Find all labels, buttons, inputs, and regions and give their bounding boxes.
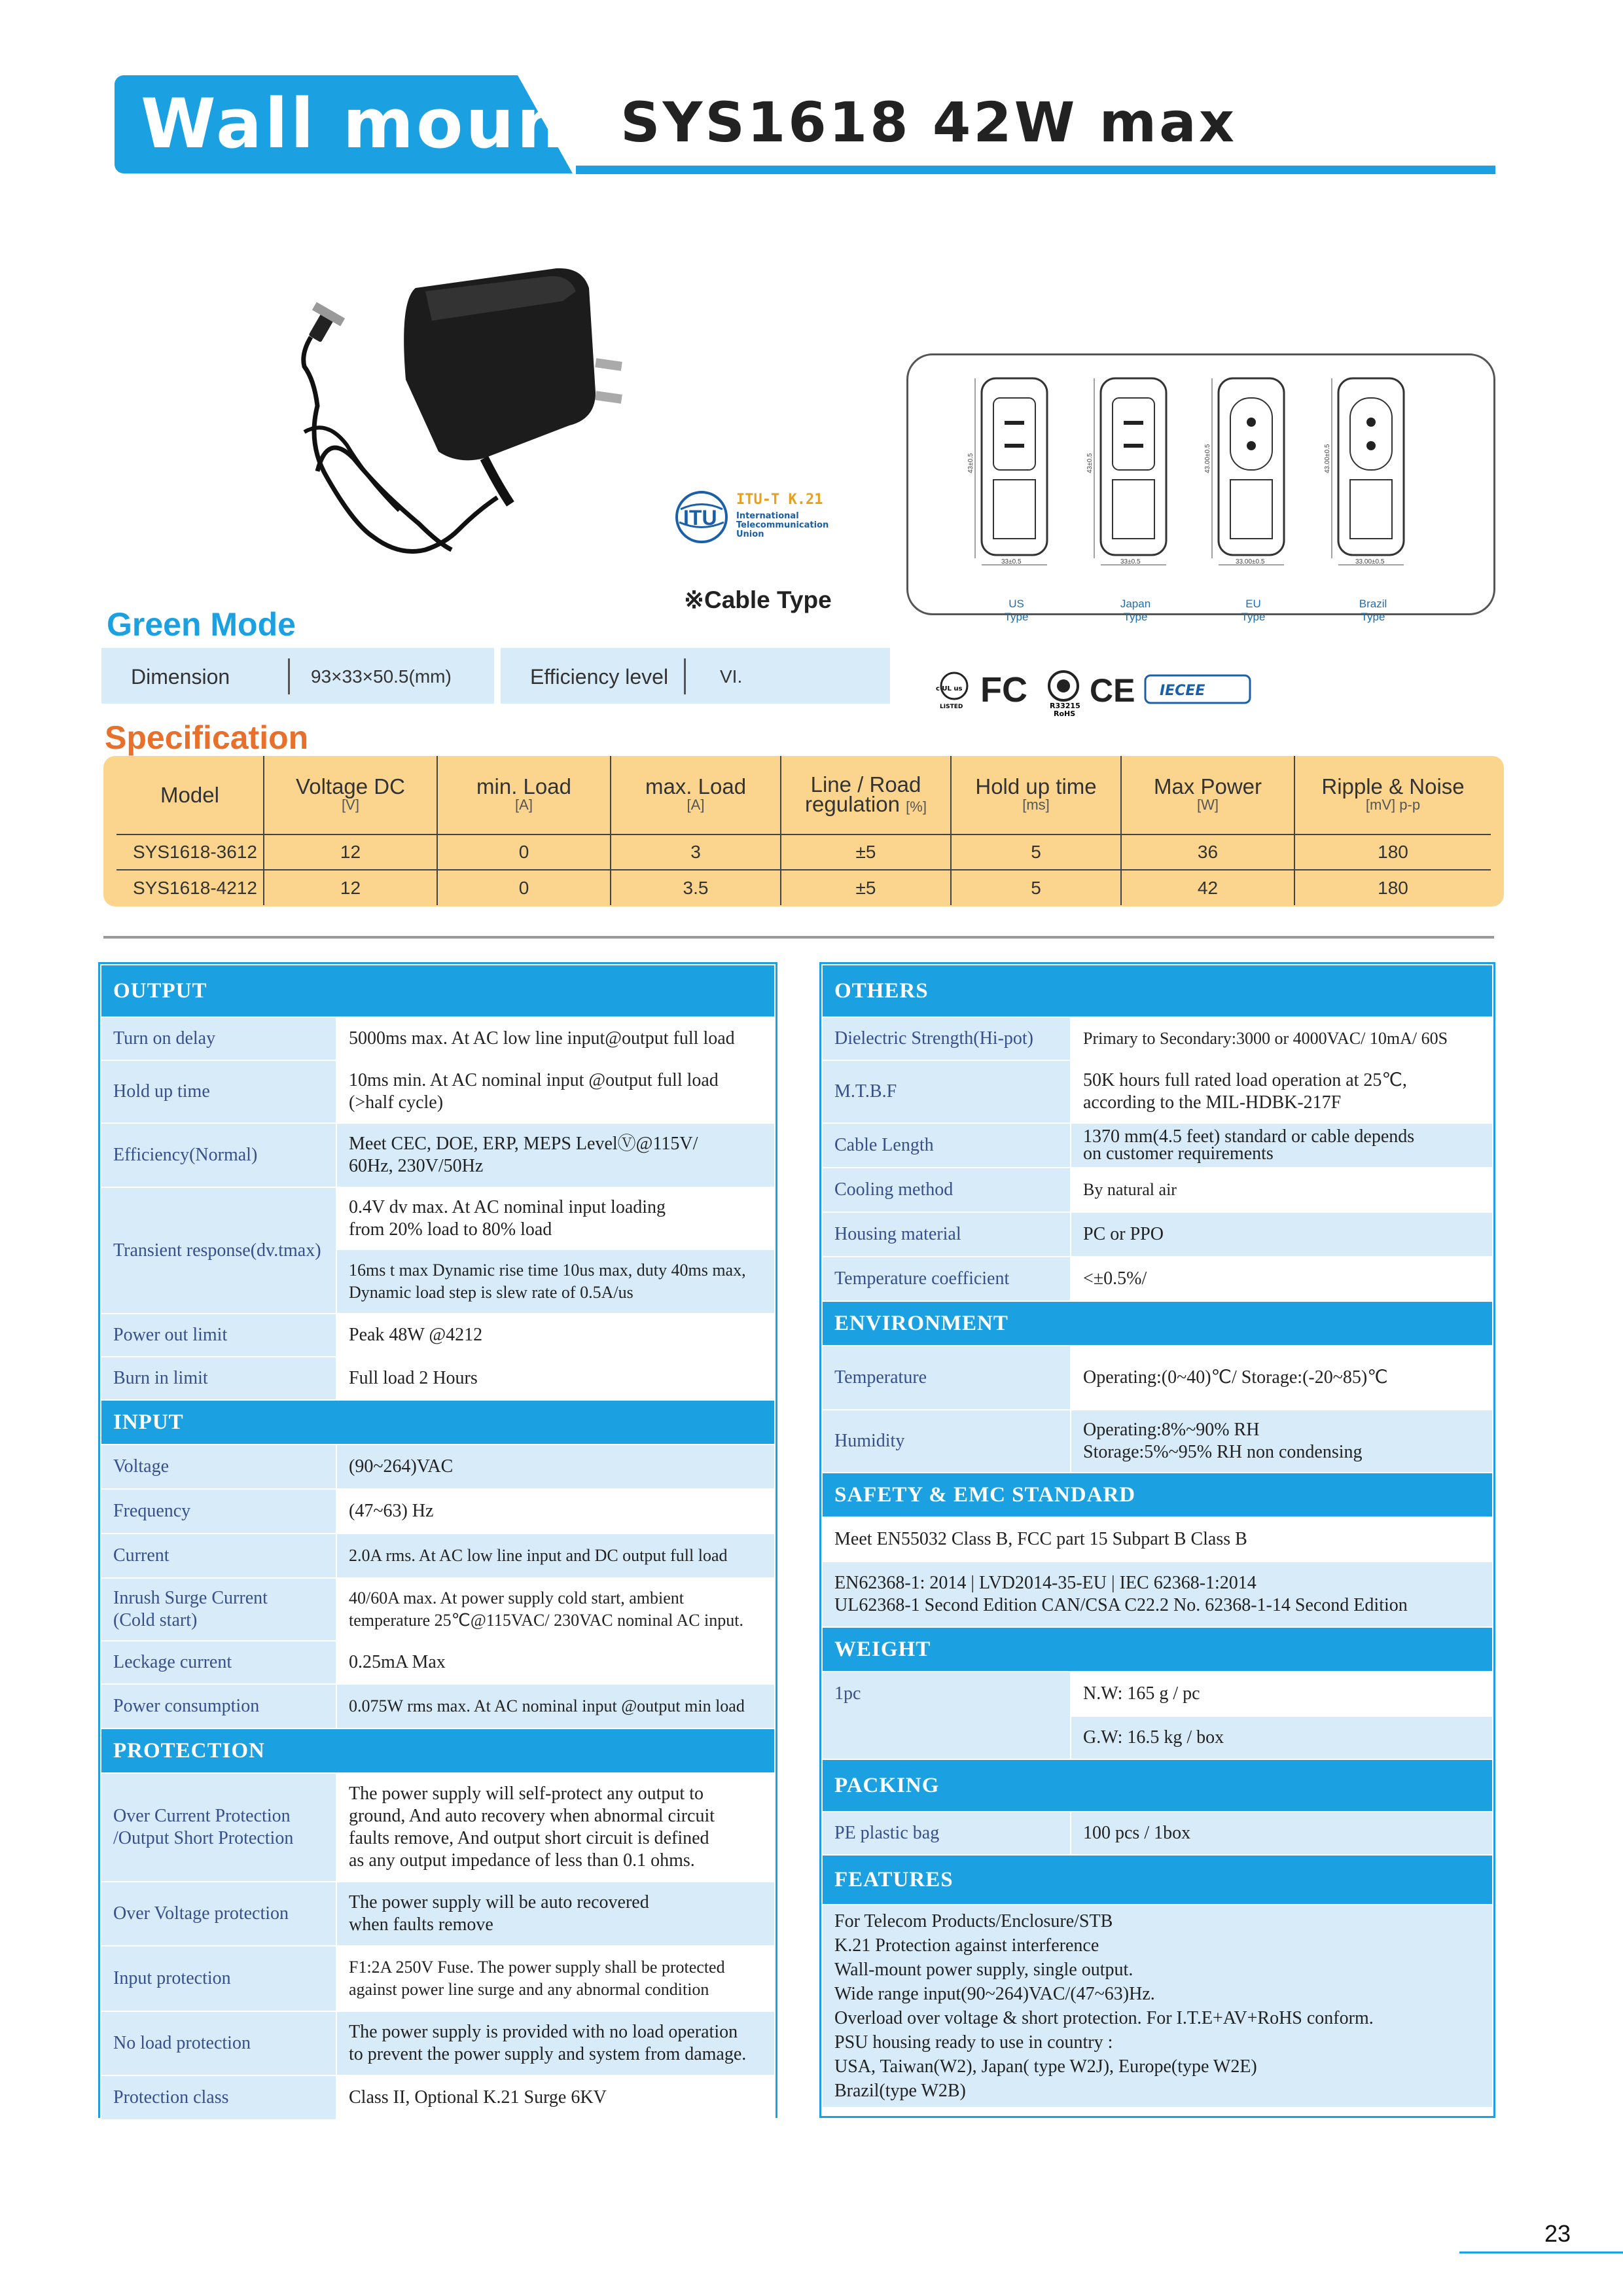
green-mode-title: Green Mode (107, 606, 296, 643)
plug-brazil (1324, 375, 1422, 623)
efficiency-value: VI. (720, 666, 743, 687)
table-row: Over Voltage protection The power supply will be auto recovered when faults remove (101, 1882, 775, 1946)
right-spec-panel (819, 962, 1495, 2118)
header-min-load: min. Load [A] (437, 756, 611, 834)
ce-logo: CE (1090, 672, 1135, 709)
feature-item: Brazil(type W2B) (834, 2081, 966, 2101)
table-row: Leckage current 0.25mA Max (101, 1641, 775, 1684)
svg-text:33.00±0.5: 33.00±0.5 (1236, 558, 1265, 565)
header-voltage: Voltage DC [V] (264, 756, 437, 834)
input-section-title: INPUT (101, 1400, 775, 1444)
feature-item: PSU housing ready to use in country : (834, 2032, 1113, 2053)
packing-section-title: PACKING (822, 1759, 1493, 1812)
table-row: Protection class Class II, Optional K.21 Surge 6KV (101, 2075, 775, 2120)
eu-plug-drawing (1204, 375, 1302, 571)
plug-us-label: US Type (1004, 598, 1029, 623)
table-row: 16ms t max Dynamic rise time 10us max, duty 40ms max, Dynamic load step is slew rate of 0.5A/us (101, 1249, 775, 1314)
adapter-image (288, 262, 668, 609)
table-row: Efficiency(Normal) Meet CEC, DOE, ERP, MEPS LevelⓋ@115V/ 60Hz, 230V/50Hz (101, 1123, 775, 1187)
specification-table (116, 756, 1491, 905)
svg-text:33±0.5: 33±0.5 (1120, 558, 1141, 565)
divider (684, 658, 686, 694)
table-row: Inrush Surge Current (Cold start) 40/60A max. At power supply cold start, ambient temperature 25℃@115VAC/ 230VAC nominal AC input. (101, 1578, 775, 1641)
japan-plug-drawing (1086, 375, 1185, 571)
others-section-title: OTHERS (822, 965, 1493, 1017)
table-row: EN62368-1: 2014 | LVD2014-35-EU | IEC 62368-1:2014 UL62368-1 Second Edition CAN/CSA C22.2 No. 62368-1-14 Second Edition (822, 1562, 1493, 1627)
section-divider (103, 936, 1494, 939)
table-row: PE plastic bag 100 pcs / 1box (822, 1812, 1493, 1855)
table-row: No load protection The power supply is provided with no load operation to prevent the power supply and system from damage. (101, 2011, 775, 2075)
page-number-underline (1459, 2251, 1623, 2253)
plug-us (967, 375, 1065, 623)
feature-item: Wall-mount power supply, single output. (834, 1960, 1133, 1980)
table-row: Over Current Protection /Output Short Protection The power supply will self-protect any output to ground, And auto recovery when abnormal circuit faults remove, And output short circuit is defined as any output impedance of less than 0.1 ohms. (101, 1773, 775, 1882)
table-row: Hold up time 10ms min. At AC nominal input @output full load (>half cycle) (101, 1060, 775, 1123)
itu-k21-logo (674, 490, 870, 545)
table-row: Turn on delay 5000ms max. At AC low line input@output full load (101, 1017, 775, 1060)
table-row: M.T.B.F 50K hours full rated load operation at 25℃, according to the MIL-HDBK-217F (822, 1060, 1493, 1123)
table-row: Humidity Operating:8%~90% RH Storage:5%~95% RH non condensing (822, 1410, 1493, 1473)
svg-text:IECEE: IECEE (1160, 683, 1205, 699)
table-row: Frequency (47~63) Hz (101, 1489, 775, 1534)
table-row: G.W: 16.5 kg / box (822, 1716, 1493, 1759)
svg-text:43±0.5: 43±0.5 (1086, 453, 1094, 473)
right-spec-table (821, 964, 1493, 2108)
feature-item: K.21 Protection against interference (834, 1935, 1099, 1956)
environment-section-title: ENVIRONMENT (822, 1301, 1493, 1346)
header-model: Model (116, 756, 264, 834)
plug-eu (1204, 375, 1302, 623)
svg-text:33.00±0.5: 33.00±0.5 (1355, 558, 1385, 565)
table-row: Power out limit Peak 48W @4212 (101, 1314, 775, 1357)
header-max-power: Max Power [W] (1121, 756, 1294, 834)
table-row: Power consumption 0.075W rms max. At AC nominal input @output min load (101, 1684, 775, 1729)
feature-item: Overload over voltage & short protection. For I.T.E+AV+RoHS conform. (834, 2008, 1374, 2028)
plug-japan (1086, 375, 1185, 623)
efficiency-box (501, 648, 890, 704)
ul-logo (936, 673, 967, 710)
plug-eu-label: EU Type (1241, 598, 1266, 623)
table-row: Cable Length 1370 mm(4.5 feet) standard or cable depends on customer requirements (822, 1123, 1493, 1168)
protection-section-title: PROTECTION (101, 1729, 775, 1773)
iecee-logo (1145, 675, 1250, 703)
dimension-value: 93×33×50.5(mm) (311, 666, 452, 687)
rohs-logo (1049, 672, 1080, 718)
feature-item: USA, Taiwan(W2), Japan( type W2J), Europe(type W2E) (834, 2056, 1257, 2077)
itu-name-line2: Telecommunication (736, 520, 829, 530)
feature-item: For Telecom Products/Enclosure/STB (834, 1911, 1113, 1931)
table-row: SYS1618-4212 12 0 3.5 ±5 5 42 180 (116, 870, 1491, 905)
table-row: Housing material PC or PPO (822, 1212, 1493, 1257)
left-spec-table (100, 964, 776, 2121)
features-section-title: FEATURES (822, 1855, 1493, 1905)
cable-type-label: ※Cable Type (684, 586, 832, 613)
svg-text:R33215: R33215 (1050, 702, 1080, 710)
header-ripple: Ripple & Noise [mV] p-p (1321, 774, 1465, 813)
plug-types-panel (906, 353, 1495, 623)
table-row: SYS1618-3612 12 0 3 ±5 5 36 180 (116, 834, 1491, 870)
left-spec-panel (98, 962, 777, 2118)
itu-k21-text: ITU-T K.21 (736, 492, 823, 508)
table-row: Meet EN55032 Class B, FCC part 15 Subpart B Class B (822, 1517, 1493, 1562)
specification-title: Specification (105, 719, 309, 756)
table-row: Voltage (90~264)VAC (101, 1444, 775, 1489)
certification-logos (929, 661, 1257, 720)
svg-text:c UL us: c UL us (936, 685, 963, 692)
table-row: 1pc N.W: 165 g / pc (822, 1672, 1493, 1716)
specification-table-box (103, 756, 1504, 906)
svg-text:33±0.5: 33±0.5 (1001, 558, 1022, 565)
efficiency-label: Efficiency level (530, 665, 669, 689)
plug-japan-label: Japan Type (1120, 598, 1151, 623)
header-category: Wall mount (141, 84, 603, 164)
dimension-label: Dimension (131, 665, 230, 689)
header-hold-up: Hold up time [ms] (951, 756, 1121, 834)
svg-text:43±0.5: 43±0.5 (967, 453, 974, 473)
table-row: Temperature Operating:(0~40)℃/ Storage:(-20~85)℃ (822, 1346, 1493, 1410)
table-row (822, 1905, 1493, 2108)
table-row: Burn in limit Full load 2 Hours (101, 1357, 775, 1400)
table-row: Transient response(dv.tmax) 0.4V dv max. At AC nominal input loading from 20% load to 80% load (101, 1187, 775, 1249)
table-row: Current 2.0A rms. At AC low line input and DC output full load (101, 1534, 775, 1578)
svg-text:LISTED: LISTED (940, 704, 963, 710)
itu-name-line3: Union (736, 529, 764, 539)
plug-brazil-label: Brazil Type (1359, 598, 1387, 623)
divider (288, 658, 290, 694)
header-underline (576, 166, 1495, 174)
table-row: Dielectric Strength(Hi-pot) Primary to Secondary:3000 or 4000VAC/ 10mA/ 60S (822, 1017, 1493, 1060)
svg-text:43.00±0.5: 43.00±0.5 (1324, 444, 1331, 473)
us-plug-drawing (967, 375, 1065, 571)
header-max-load: max. Load [A] (611, 756, 781, 834)
fcc-logo: FC (980, 670, 1027, 709)
table-row: Temperature coefficient <±0.5%/ (822, 1257, 1493, 1301)
svg-text:RoHS: RoHS (1054, 709, 1076, 718)
header-model: SYS1618 42W max (620, 90, 1238, 154)
svg-text:43.00±0.5: 43.00±0.5 (1204, 444, 1211, 473)
weight-section-title: WEIGHT (822, 1627, 1493, 1672)
spec-header-row (116, 756, 1491, 834)
itu-name-line1: International (736, 511, 799, 521)
table-row: Input protection F1:2A 250V Fuse. The power supply shall be protected against power line surge and any abnormal condition (101, 1946, 775, 2011)
output-section-title: OUTPUT (101, 965, 775, 1017)
itu-logo-text: ITU (683, 506, 717, 529)
feature-item: Wide range input(90~264)VAC/(47~63)Hz. (834, 1984, 1155, 2004)
header-regulation: Line / Road regulation [%] (781, 756, 951, 834)
safety-section-title: SAFETY & EMC STANDARD (822, 1473, 1493, 1517)
dimension-box (101, 648, 494, 704)
brazil-plug-drawing (1324, 375, 1422, 571)
table-row: Cooling method By natural air (822, 1168, 1493, 1212)
page-number: 23 (1544, 2220, 1571, 2247)
